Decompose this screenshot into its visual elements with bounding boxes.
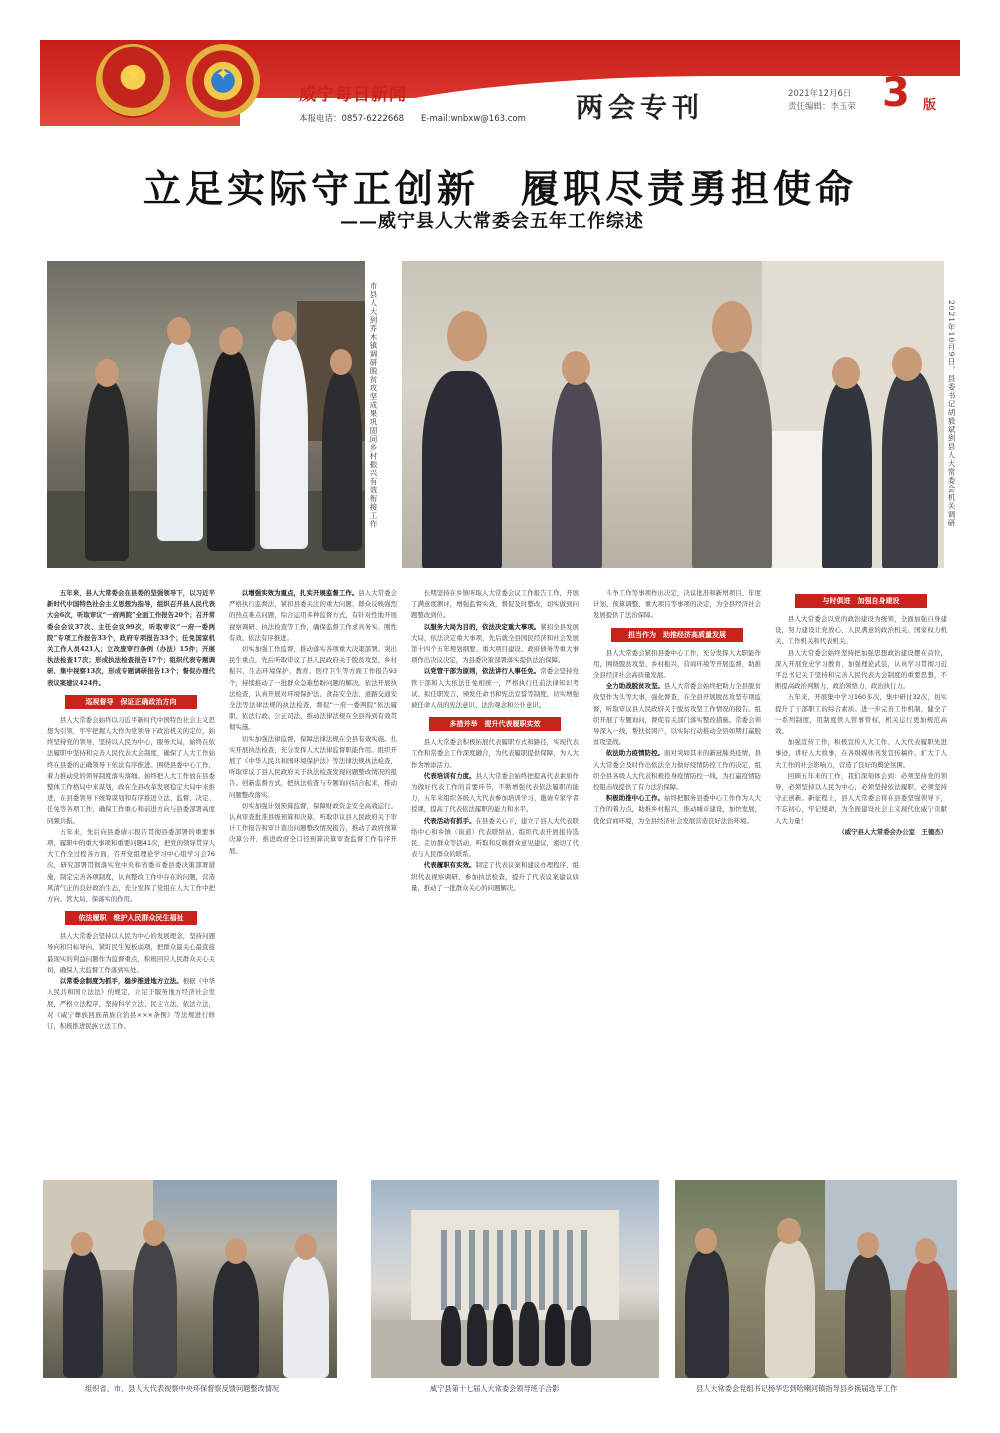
section-banner-5: 与时俱进 加强自身建设 [795,594,927,608]
national-emblem-icon: ★ [96,44,170,118]
body-paragraph: 五年来，开展集中学习160多次，集中研讨32次，切实提升了干部职工的综合素质。进一步完善工作机制，健全了一系列制度，用制度管人管事管权，机关运行更加规范高效。 [775,693,947,736]
paper-name: 威宁每日新闻 [299,85,407,105]
photo-bottom-left-caption: 组织省、市、县人大代表视察中央环保督察反馈问题整改情况 [85,1384,280,1393]
headline: 立足实际守正创新 履职尽责勇担使命 [142,166,857,211]
body-paragraph: 始终把服务县委中心工作作为人大工作的着力点，助推乡村振兴，推动城市建设，加快发展，优化营商环境，为全县经济社会发展营造良好法治环境。 [593,794,761,825]
section-banner-1: 巡视督导 保证正确政治方向 [65,695,197,709]
photo-top-right [402,261,944,568]
body-paragraph: 斗争工作等事项作出决定，决议批准和新增项目、年度计划、预算调整、重大项目等事项的决定，为全县经济社会发展提供了法治保障。 [593,589,761,620]
page-number: 3 [882,70,910,116]
section-banner-2: 依法履职 维护人民群众民生福祉 [65,911,197,925]
body-paragraph: 切实加强计划预算监督，保障财政资金安全高效运行。认真审查批准县级预算和决算，听取审议县人民政府关于审计工作报告和审计查出问题整改情况报告，推动了政府预算决算公开，推进政府全口径预算决算审查监督工作有序开展。 [229,801,397,855]
issue-date: 2021年12月6日 [788,89,852,99]
paragraph-lead: 以常委会制度为抓手，稳步推进地方立法。 [59,977,183,986]
photo-bottom-left [43,1180,337,1378]
article-column-3 [411,588,579,1154]
body-paragraph: 切实加强工作监督，推动落实各项重大决策部署。突出民生重点，先后听取审议了县人民政府关于脱贫攻坚、乡村振兴、生态环境保护、教育、医疗卫生等方面工作报告93个，持续推动了一批群众急难愁盼问题的解决。依法开展执法检查，认真开展对环境保护法、食品安全法、道路交通安全法等法律法规的执法检查，督促“一府一委两院”依法履职、依法行政、公正司法，推动法律法规在全县得到有效贯彻实施。 [229,645,397,732]
body-paragraph: 回顾五年来的工作，我们深刻体会到：必须坚持党的领导，必须坚持以人民为中心，必须坚持依法履职，必须坚持守正创新。新征程上，县人大常委会将在县委坚强领导下，不忘初心，牢记使命，为全面建设社会主义现代化威宁贡献人大力量！ [775,771,947,825]
photo-top-right-caption: 2021年10月9日，县委书记胡毅斌到县人大常委会机关调研 [947,300,956,528]
body-paragraph: 县人大常委会紧扣县委中心工作，充分发挥人大职能作用，围绕脱贫攻坚、乡村振兴、营商环境等开展监督，助推全县经济社会高质量发展。 [593,648,761,680]
paragraph-lead: 积极助推中心工作。 [605,794,665,803]
paragraph-lead: 代表活动有抓手。 [423,816,476,825]
body-paragraph: 县人大常委会严格执行监督法，紧扣县委关注的重大问题、群众反映强烈的热点难点问题，综合运用多种监督方式，有针对性地开展视察调研、执法检查等工作，确保监督工作求真务实、刚性有效、依法有序推进。 [229,589,397,642]
intro-paragraph: 五年来，县人大常委会在县委的坚强领导下，以习近平新时代中国特色社会主义思想为指导，组织召开县人民代表大会6次，听取审议“一府两院”全面工作报告20个；召开常委会会议37次、主任会议99次，听取审议“一府一委两院”专项工作报告33个，政府专项报告33个；任免国家机关工作人员421人；立改废审行条例（办法）15件；开展执法检查17次；形成执法检查报告17个；组织代表专题调研、集中视察13次，形成专题调研报告13个；督促办理代表议案建议424件。 [47,589,215,687]
paragraph-lead: 全力助战脱贫攻坚。 [605,682,665,691]
cppcc-emblem-icon: ✦ [186,44,260,118]
article-column-2 [229,588,397,1154]
body-paragraph: 面对突如其来的新冠肺炎疫情，县人大常委会及时作出依法全力做好疫情防控工作的决定，组织全县各级人大代表积极投身疫情防控一线，为打赢疫情防控阻击战提供了有力法治保障。 [593,749,761,792]
paragraph-lead: 代表培训有力度。 [423,771,476,780]
photo-bottom-right [675,1180,957,1378]
paragraph-lead: 以服务大局为目的，依法决定重大事项。 [423,622,541,631]
body-paragraph: 长期坚持在乡镇听取人大常委会议工作报告工作，开展了满意度测评，增强监督实效，督促及时整改，切实做到问题整改到位。 [411,589,579,620]
photo-bottom-center-caption: 威宁县第十七届人大常委会领导班子合影 [430,1384,560,1393]
body-paragraph: 县人大常委会以党的政治建设为统领，全面加强自身建设，努力建设让党放心、人民满意的政治机关、国家权力机关、工作机关和代表机关。 [775,615,947,646]
section-name: 两会专刊 [576,93,704,124]
contact-info: 本报电话：0857-6222668 E-mail:wnbxw@163.com [299,114,526,124]
section-banner-4: 担当作为 助推经济高质量发展 [611,628,743,642]
photo-top-left [47,261,365,568]
body-paragraph: 县人大常委会始终坚持把加强思想政治建设摆在首位，深入开展党史学习教育，加强理论武装，认真学习贯彻习近平总书记关于坚持和完善人民代表大会制度的重要思想，不断提高政治判断力、政治领悟力、政治执行力。 [775,648,947,691]
article-column-4 [593,588,761,1154]
subheadline: ——威宁县人大常委会五年工作综述 [340,211,644,232]
article-column-5 [775,588,947,1154]
body-paragraph: 紧扣全县发展大局，依法决定重大事项，先后就全县国民经济和社会发展第十四个五年规划纲要、重大项目建设、政府债务等重大事项作出决议决定，为县委决策部署落实提供法治保障。 [411,622,579,665]
body-paragraph: 五年来，先后向县委请示报告贯彻县委部署的重要事项，履职中的重大事项和重要问题41次，把党的领导贯穿人大工作全过程各方面，召开党组理论学习中心组学习会76次，研究部署贯彻落实党中央和省委市委县委决策部署措施，制定完善各项制度，认真整改工作中存在的问题，营造风清气正的良好政治生态，充分发挥了党组在人大工作中把方向、管大局、保落实的作用。 [47,827,215,904]
body-paragraph: 在县委关心下，建立了县人大代表联络中心和乡镇（街道）代表联络站，组织代表开展接待选民、走访群众等活动，听取和反映群众意见建议，密切了代表与人民群众的联系。 [411,816,579,859]
body-paragraph: 常委会坚持党管干部和人大依法任免相统一，严格执行任前法律知识考试、拟任职发言、颁发任命书和宪法宣誓等制度，切实增强被任命人员的宪法意识、法治观念和公仆意识。 [411,667,579,710]
photo-bottom-right-caption: 县人大常委会党组书记杨华忠到哈喇河镇指导县乡换届选举工作 [696,1384,898,1393]
paragraph-lead: 代表履职有实效。 [423,861,476,870]
body-paragraph: 县人大常委会始终把提高代表素质作为做好代表工作的首要环节，不断增强代表依法履职的能力，五年来组织各级人大代表参加培训学习，邀请专家学者授课，提高了代表依法履职的能力和水平。 [411,771,579,814]
section-banner-3: 多措并举 提升代表履职实效 [429,717,561,731]
page-suffix: 版 [923,98,937,113]
paragraph-lead: 依法助力疫情防控。 [605,749,665,758]
body-paragraph: 县人大常委会积极拓展代表履职方式和路径，实现代表工作和常委会工作深度融合，为代表履职提供保障，为人大作为增添活力。 [411,738,579,769]
byline: （威宁县人大常委会办公室 王德杰） [838,827,947,836]
body-paragraph: 制定了代表议案和建议办理程序，组织代表视察调研、参加执法检查，提升了代表议案建议质量，推动了一批群众关心的问题解决。 [411,861,579,892]
body-paragraph: 县人大常委会始终以习近平新时代中国特色社会主义思想为引领，牢牢把握人大作为党领导下政治机关的定位，始终坚持党的领导，坚持以人民为中心，服务大局，始终在依法履职中坚持和完善人民代表大会制度，确保了人大工作始终在县委的正确领导下依法有序推进。围绕县委中心工作，着力推动党的领导制度落实落细。始终把人大工作放在县委整体工作格局中来谋划，政在全县改革发展稳定大局中来推进，在县委领导下统筹谋划和有序推进立法、监督、决定、任免等各项工作，确保工作重心和前进方向与县委部署高度同频共振。 [47,715,215,825]
paragraph-lead: 以党管干部为原则，依法讲行人事任免。 [423,667,541,676]
body-paragraph: 根据《中华人民共和国立法法》的规定，立足于服务地方经济社会发展，严格立法程序，坚持科学立法、民主立法、依法立法，对《威宁彝族回族苗族自治县×××条例》等法规进行修订，积极推进民族立法工作。 [47,977,215,1030]
body-paragraph: 加强宣传工作，积极宣传人大工作、人大代表履职先进事迹，讲好人大故事，在各级媒体刊发宣传稿件，扩大了人大工作的社会影响力，营造了良好的舆论氛围。 [775,738,947,769]
body-paragraph: 切实加强法律监督，保障法律法规在全县有效实施。扎实开展执法检查，充分发挥人大法律监督职能作用。组织开展了《中华人民共和国环境保护法》等法律法规执法检查，听取审议了县人民政府关于执法检查发现问题整改情况的报告。创新监督方式，把执法检查与专题询问结合起来，推动问题整改落实。 [229,734,397,799]
photo-top-left-caption: 市县人大到乔木镇调研脱贫攻坚成果巩固同乡村振兴有效衔接工作 [369,282,378,529]
photo-bottom-center [371,1180,659,1378]
paragraph-lead: 以增强实效为重点，扎实开展监督工作。 [241,589,359,597]
body-paragraph: 县人大常委会始终把助力全县脱贫攻坚作为头等大事，强化督查，在全县开展脱贫攻坚专项监督，听取审议县人民政府关于脱贫攻坚工作情况的报告。组织开展了专题询问，督促有关部门落实整改措施。常委会领导深入一线，帮扶贫困户，以实际行动推动全县如期打赢脱贫攻坚战。 [593,682,761,747]
responsible-editor: 责任编辑：李玉荣 [788,102,857,112]
article-column-1 [47,588,215,1154]
body-paragraph: 县人大常委会坚持以人民为中心的发展理念，坚持问题导向和目标导向，紧盯民生短板弱项，把群众最关心最直接最现实的利益问题作为监督重点，积极回应人民群众关心关切，确保人大监督工作落到实处。 [47,932,215,974]
